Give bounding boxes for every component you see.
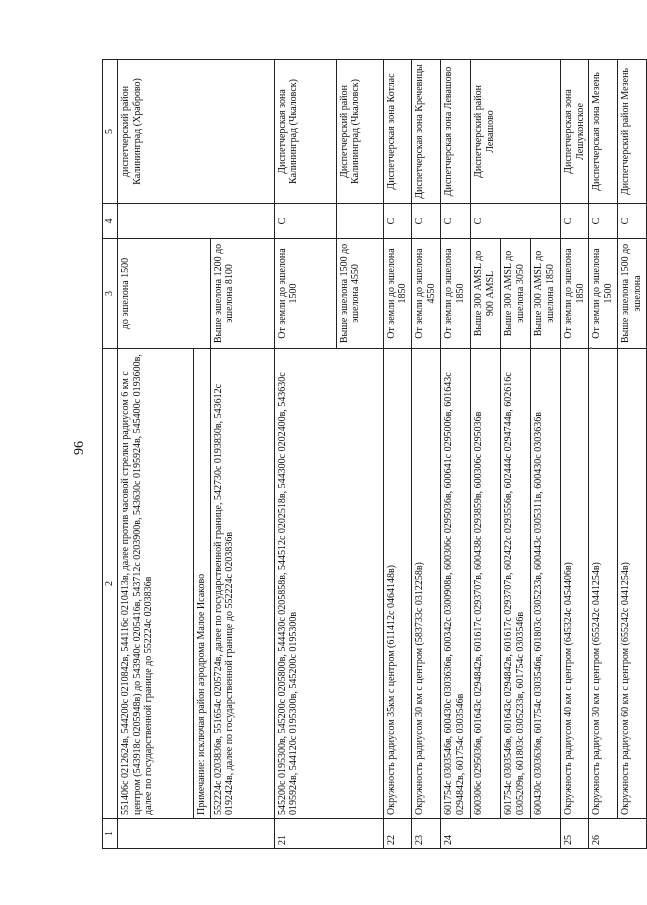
boundary-cell: 552224с 0203836в, 551654с 0205724в, далее по государственной границе, 542730с 0193830в, 543612с 0192424в, далее по государственной границе до 552224с 0203836в xyxy=(210,349,274,819)
class-cell: С xyxy=(470,204,560,239)
table-row xyxy=(274,60,336,849)
boundary-cell: 551406с 0212624в, 544200с 0210842в, 544116с 0210413в, далее против часовой стрелки радиусом 6 км с центром (543918с 0205948в) до 543940с 0205416в, 543712с 0203900в, 543630с 0195924в, 545400с 0193600в, далее по государственной границе до 552224с 0203836в xyxy=(117,349,193,819)
altitude-cell: Выше эшелона 1500 до эшелона 4550 xyxy=(336,239,383,349)
boundary-cell: 600306с 0295036в, 601643с 0294842в, 601617с 0293707в, 600438с 0293859в, 600306с 0295036в xyxy=(470,349,500,819)
header-col-1: 1 xyxy=(103,819,118,849)
rotated-table-frame xyxy=(102,60,643,849)
row-number xyxy=(117,819,274,849)
altitude-cell: От земли до эшелона 4550 xyxy=(412,239,441,349)
row-number: 22 xyxy=(383,819,412,849)
airspace-table-container xyxy=(102,60,643,849)
scan-artifact xyxy=(590,347,592,349)
row-number: 21 xyxy=(274,819,383,849)
zone-name-cell: диспетчерский район Калининград (Храброво) xyxy=(117,60,274,204)
table-row xyxy=(440,60,470,849)
table-row xyxy=(589,60,618,849)
class-cell: С xyxy=(560,204,589,239)
class-cell: С xyxy=(412,204,441,239)
airspace-table xyxy=(102,59,647,849)
class-cell: С xyxy=(589,204,618,239)
class-cell xyxy=(336,204,383,239)
header-col-2: 2 xyxy=(103,349,118,819)
zone-name-cell: Диспетчерская зона Калининград (Чкаловск) xyxy=(274,60,336,204)
zone-name-cell: Диспетчерская зона Мезень xyxy=(589,60,618,204)
zone-name-cell: Диспетчерская зона Левашово xyxy=(440,60,470,204)
table-row xyxy=(412,60,441,849)
zone-name-cell: Диспетчерская зона Лешуконское xyxy=(560,60,589,204)
row-number: 24 xyxy=(440,819,560,849)
header-row xyxy=(103,60,118,849)
table-row xyxy=(617,60,646,849)
boundary-cell: 601754с 0303546в, 600430с 0303636в, 600342с 0300908в, 600306с 0295036в, 600641с 0295006в, 601643с 0294842в, 601754с 0303546в xyxy=(440,349,470,819)
row-number: 26 xyxy=(589,819,646,849)
zone-name-cell: Диспетчерская зона Котлас xyxy=(383,60,412,204)
boundary-cell: 600430с 0303636в, 601754с 0303546в, 601803с 0305233в, 600443с 0305311в, 600430с 0303636в xyxy=(530,349,560,819)
table-row xyxy=(117,60,193,849)
table-row xyxy=(470,60,500,849)
altitude-cell: до эшелона 1500 xyxy=(117,239,210,349)
altitude-cell: Выше эшелона 1200 до эшелона 8100 xyxy=(210,239,274,349)
boundary-cell: Окружность радиусом 60 км с центром (655242с 0441254в) xyxy=(617,349,646,819)
altitude-cell: От земли до эшелона 1850 xyxy=(383,239,412,349)
page-number: 96 xyxy=(72,441,87,455)
class-cell: С xyxy=(274,204,336,239)
boundary-cell: 601754с 0303546в, 601643с 0294842в, 601617с 0293707в, 602422с 0293556в, 602444с 0294744в, 602616с 0305209в, 601803с 0305233в, 601754с 0303546в xyxy=(500,349,530,819)
class-cell: С xyxy=(617,204,646,239)
boundary-cell: Окружность радиусом 35км с центром (611412с 0464148в) xyxy=(383,349,412,819)
class-cell xyxy=(117,204,274,239)
header-col-4: 4 xyxy=(103,204,118,239)
altitude-cell: От земли до эшелона 1850 xyxy=(560,239,589,349)
altitude-cell: От земли до эшелона 1500 xyxy=(589,239,618,349)
note-cell: Примечание: исключая район аэродрома Малое Исаково xyxy=(193,349,210,819)
boundary-cell: 545200с 0195300в, 545200с 0205800в, 544430с 0205858в, 544512с 0202518в, 544300с 0202400в, 543630с 0195924в, 544120с 0195300в, 545200с 0195300в xyxy=(274,349,383,819)
table-row xyxy=(383,60,412,849)
header-col-3: 3 xyxy=(103,239,118,349)
zone-name-cell: Диспетчерский район Калининград (Чкаловск) xyxy=(336,60,383,204)
boundary-cell: Окружность радиусом 30 км с центром (655242с 0441254в) xyxy=(589,349,618,819)
table-row xyxy=(560,60,589,849)
header-col-5: 5 xyxy=(103,60,118,204)
altitude-cell: От земли до эшелона 1500 xyxy=(274,239,336,349)
altitude-cell: От земли до эшелона 1850 xyxy=(440,239,470,349)
class-cell: С xyxy=(383,204,412,239)
altitude-cell: Выше эшелона 1500 до эшелона xyxy=(617,239,646,349)
zone-name-cell: Диспетчерская зона Кречевицы xyxy=(412,60,441,204)
boundary-cell: Окружность радиусом 40 км с центром (645324с 0454406в) xyxy=(560,349,589,819)
altitude-cell: Выше 300 AMSL до эшелона 3050 xyxy=(500,239,530,349)
row-number: 25 xyxy=(560,819,589,849)
altitude-cell: Выше 300 AMSL до эшелона 1850 xyxy=(530,239,560,349)
boundary-cell: Окружность радиусом 30 км с центром (583733с 0312258в) xyxy=(412,349,441,819)
row-number: 23 xyxy=(412,819,441,849)
zone-name-cell: Диспетчерский район Мезень xyxy=(617,60,646,204)
zone-name-cell: Диспетчерский район Левашово xyxy=(470,60,560,204)
altitude-cell: Выше 300 AMSL до 900 AMSL xyxy=(470,239,500,349)
class-cell: С xyxy=(440,204,470,239)
